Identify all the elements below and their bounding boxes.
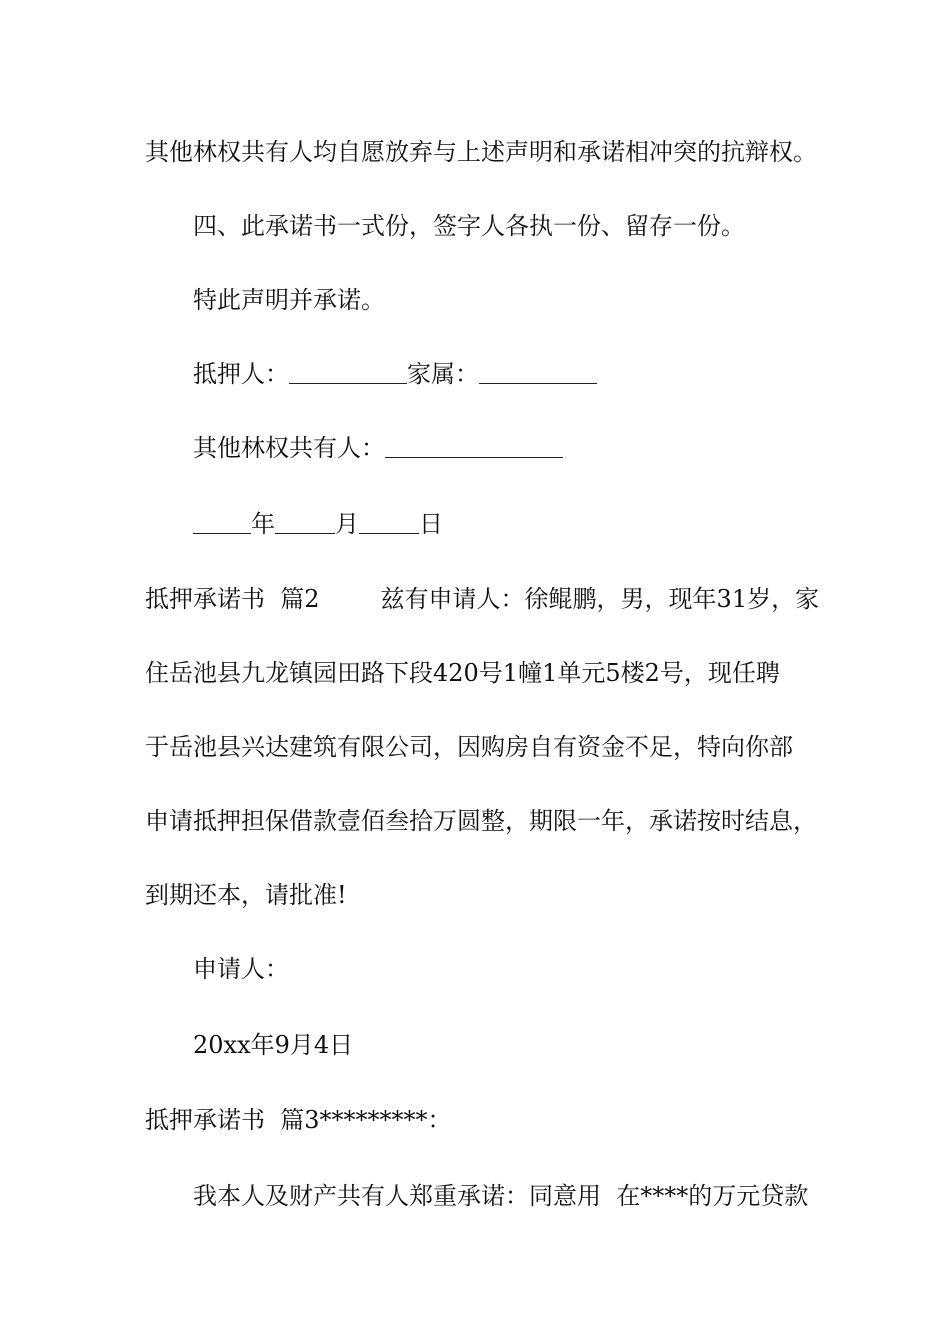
family-label: 家属：: [407, 360, 479, 388]
paragraph-line: 申请抵押担保借款壹佰叁拾万圆整，期限一年，承诺按时结息，: [145, 807, 817, 835]
mortgagor-label: 抵押人：: [193, 360, 289, 388]
paragraph-line: 到期还本，请批准!: [145, 881, 347, 909]
application-date: 20xx年9月4日: [193, 1031, 354, 1059]
signature-line-mortgagor: [193, 358, 597, 390]
co-owner-label: 其他林权共有人：: [193, 434, 385, 462]
signature-line-co-owner: [193, 432, 563, 464]
paragraph-line: 四、此承诺书一式份，签字人各执一份、留存一份。: [193, 212, 745, 240]
date-line: [193, 508, 443, 540]
month-blank: [275, 509, 335, 534]
paragraph-line: 住岳池县九龙镇园田路下段420号1幢1单元5楼2号，现任聘: [145, 659, 780, 687]
applicant-label: 申请人：: [193, 955, 289, 983]
mortgagor-blank: [289, 359, 407, 384]
year-label: 年: [251, 510, 275, 538]
family-blank: [479, 359, 597, 384]
paragraph-line: 于岳池县兴达建筑有限公司，因购房自有资金不足，特向你部: [145, 733, 793, 761]
paragraph-line: 特此声明并承诺。: [193, 286, 385, 314]
paragraph-line: 其他林权共有人均自愿放弃与上述声明和承诺相冲突的抗辩权。: [145, 138, 817, 166]
day-label: 日: [419, 510, 443, 538]
co-owner-blank: [385, 433, 563, 458]
year-blank: [193, 509, 251, 534]
day-blank: [359, 509, 419, 534]
paragraph-line: 我本人及财产共有人郑重承诺：同意用 在****的万元贷款: [193, 1182, 809, 1210]
month-label: 月: [335, 510, 359, 538]
section-heading-line: 抵押承诺书 篇3*********：: [145, 1106, 452, 1134]
section-heading-line: 抵押承诺书 篇2 兹有申请人：徐鲲鹏，男，现年31岁，家: [145, 585, 820, 613]
